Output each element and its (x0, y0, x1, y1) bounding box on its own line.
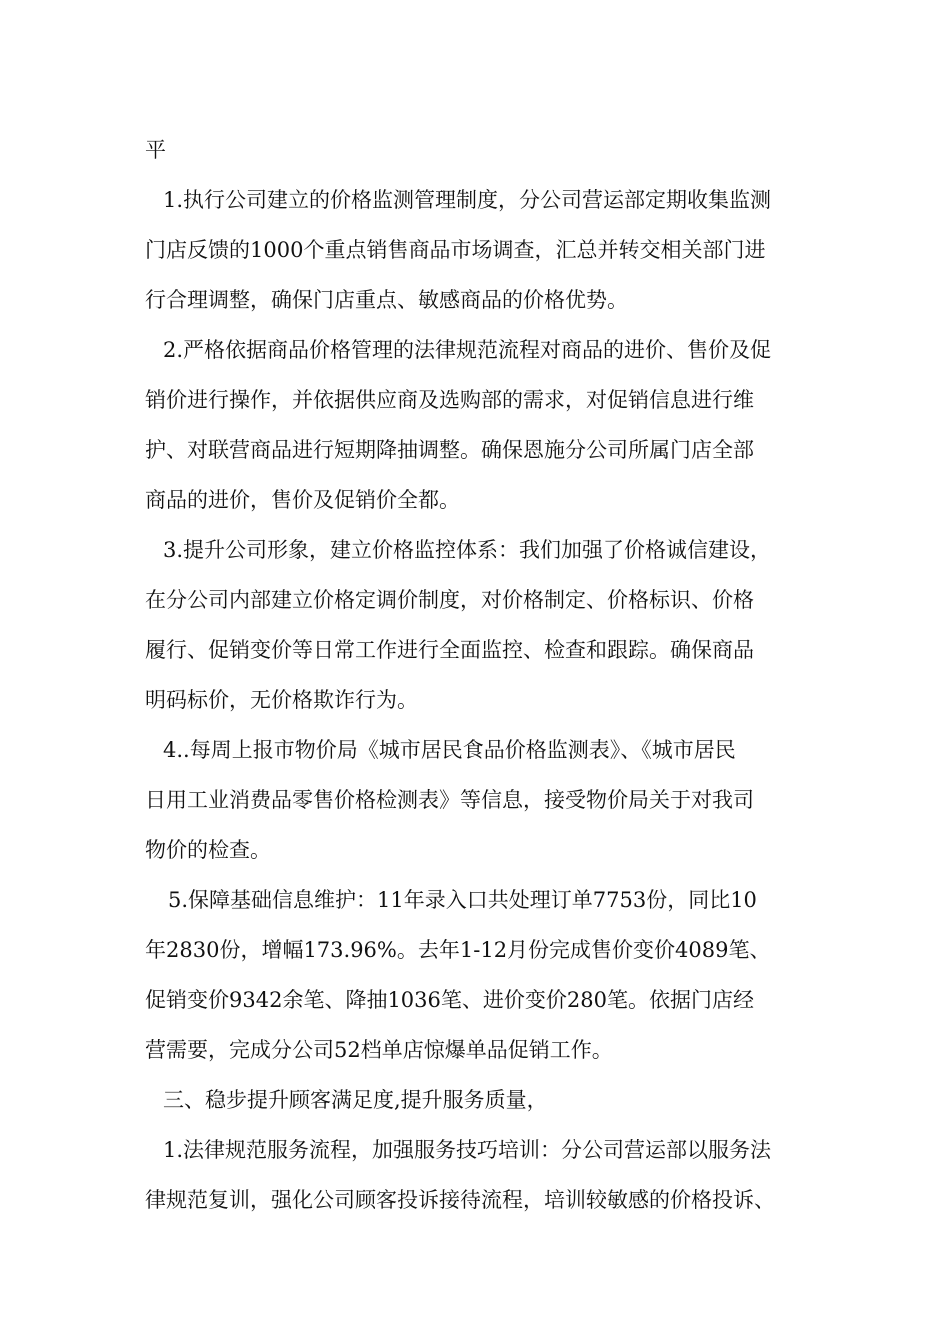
text-line-19: 营需要，完成分公司52档单店惊爆单品促销工作。 (145, 1038, 613, 1062)
text-line-17: 年2830份，增幅173.96%。去年1-12月份完成售价变价4089笔、 (145, 938, 771, 962)
text-line-15: 物价的检查。 (145, 838, 271, 862)
text-line-21: 1.法律规范服务流程，加强服务技巧培训：分公司营运部以服务法 (163, 1138, 772, 1162)
text-line-3: 门店反馈的1000个重点销售商品市场调查，汇总并转交相关部门进 (145, 238, 766, 262)
section-heading: 三、稳步提升顾客满足度,提升服务质量， (163, 1088, 548, 1112)
text-line-13: 4..每周上报市物价局《城市居民食品价格监测表》、《城市居民 (163, 738, 736, 762)
text-line-18: 促销变价9342余笔、降抽1036笔、进价变价280笔。依据门店经 (145, 988, 754, 1012)
text-line-9: 3.提升公司形象，建立价格监控体系：我们加强了价格诚信建设， (163, 538, 772, 562)
text-line-4: 行合理调整，确保门店重点、敏感商品的价格优势。 (145, 288, 628, 312)
text-line-16: 5.保障基础信息维护：11年录入口共处理订单7753份，同比10 (168, 888, 757, 912)
text-line-8: 商品的进价，售价及促销价全都。 (145, 488, 460, 512)
text-line-7: 护、对联营商品进行短期降抽调整。确保恩施分公司所属门店全部 (145, 438, 754, 462)
text-line-2: 1.执行公司建立的价格监测管理制度，分公司营运部定期收集监测 (163, 188, 772, 212)
text-line-5: 2.严格依据商品价格管理的法律规范流程对商品的进价、售价及促 (163, 338, 772, 362)
text-line-6: 销价进行操作，并依据供应商及选购部的需求，对促销信息进行维 (145, 388, 754, 412)
text-line-12: 明码标价，无价格欺诈行为。 (145, 688, 418, 712)
text-line-14: 日用工业消费品零售价格检测表》等信息，接受物价局关于对我司 (145, 788, 754, 812)
text-line-1: 平 (145, 138, 166, 162)
text-line-11: 履行、促销变价等日常工作进行全面监控、检查和跟踪。确保商品 (145, 638, 754, 662)
text-line-22: 律规范复训，强化公司顾客投诉接待流程，培训较敏感的价格投诉、 (145, 1188, 775, 1212)
text-line-10: 在分公司内部建立价格定调价制度，对价格制定、价格标识、价格 (145, 588, 754, 612)
